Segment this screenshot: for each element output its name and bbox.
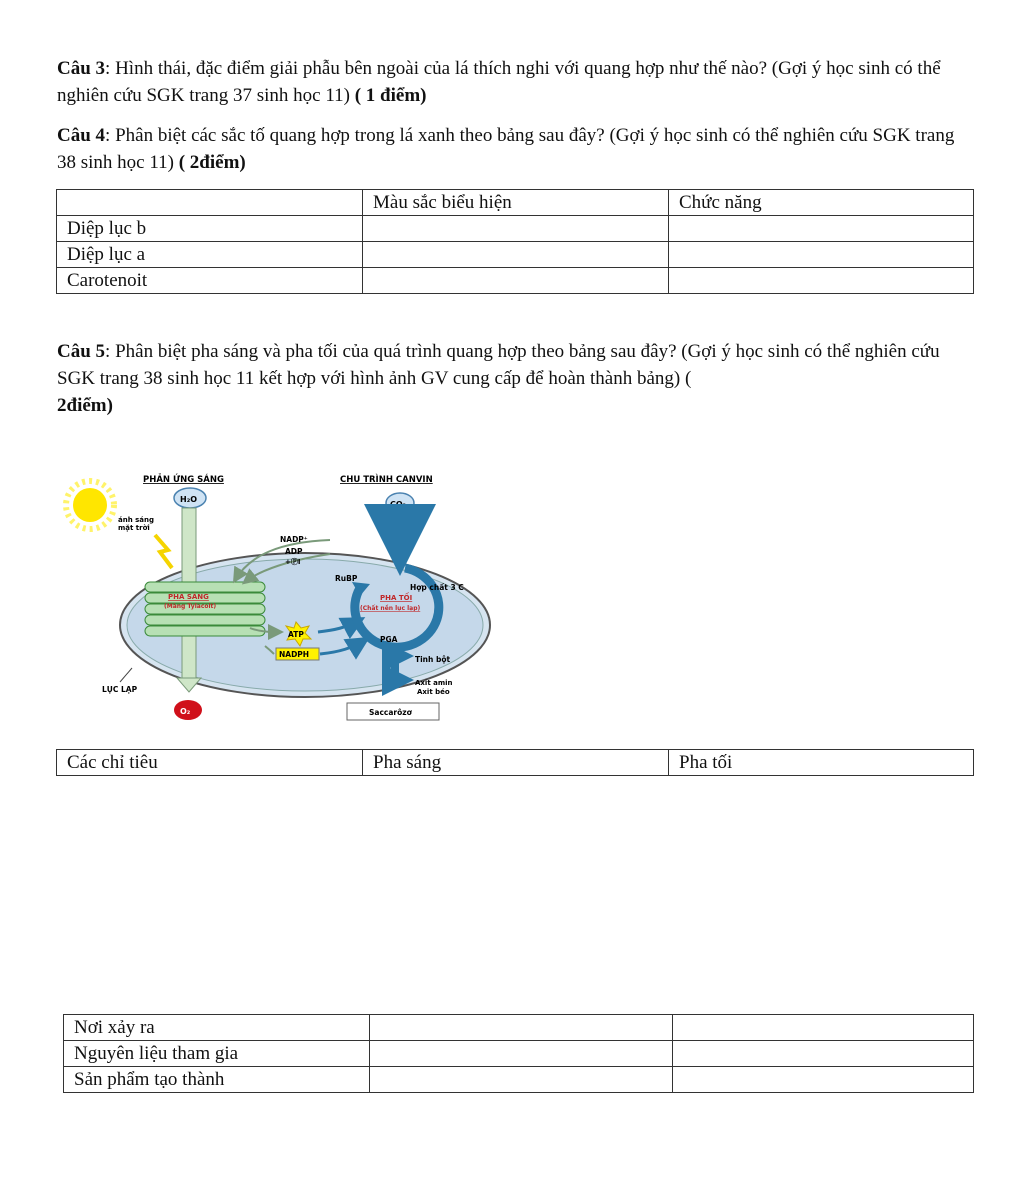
table-header-cell: Màu sắc biểu hiện xyxy=(363,190,669,216)
table-row xyxy=(57,242,974,268)
answer-cell[interactable] xyxy=(669,268,974,294)
answer-cell[interactable] xyxy=(370,1015,673,1041)
pga-label: PGA xyxy=(380,635,398,644)
question-4-label: Câu 4 xyxy=(57,125,106,146)
table-header-row xyxy=(57,750,974,776)
light-phase-sublabel: (Màng Tylacoit) xyxy=(164,603,217,610)
dark-phase-sublabel: (Chất nền lục lạp) xyxy=(360,605,421,612)
nadp-label: NADP⁺ xyxy=(280,535,308,544)
light-reaction-title: PHẢN ỨNG SÁNG xyxy=(143,475,224,485)
photosynthesis-diagram xyxy=(60,470,500,728)
answer-cell[interactable] xyxy=(673,1067,974,1093)
table-header-cell: Chức năng xyxy=(669,190,974,216)
answer-cell[interactable] xyxy=(363,268,669,294)
answer-cell[interactable] xyxy=(669,216,974,242)
pi-label: +ⓅI xyxy=(285,558,301,566)
co2-label: CO₂ xyxy=(390,500,407,509)
question-4 xyxy=(57,122,957,176)
table-header-cell: Pha sáng xyxy=(363,750,669,776)
dark-phase-label: PHA TỐI xyxy=(380,594,413,602)
answer-cell[interactable] xyxy=(363,216,669,242)
nadph-label: NADPH xyxy=(279,650,310,659)
table-row xyxy=(64,1067,974,1093)
adp-label: ADP xyxy=(285,547,303,556)
phase-comparison-rows-table xyxy=(63,1014,974,1093)
row-label: Nơi xảy ra xyxy=(64,1015,370,1041)
answer-cell[interactable] xyxy=(370,1041,673,1067)
light-phase-label: PHA SÁNG xyxy=(168,593,209,601)
table-row xyxy=(57,216,974,242)
row-label: Diệp lục b xyxy=(57,216,363,242)
question-5-points: 2điểm) xyxy=(57,395,113,416)
row-label: Nguyên liệu tham gia xyxy=(64,1041,370,1067)
row-label: Sản phẩm tạo thành xyxy=(64,1067,370,1093)
question-3 xyxy=(57,55,957,109)
table-header-cell: Các chỉ tiêu xyxy=(57,750,363,776)
question-4-points: ( 2điểm) xyxy=(178,152,246,173)
table-header-row xyxy=(57,190,974,216)
light-bolt-icon xyxy=(155,535,172,568)
answer-cell[interactable] xyxy=(370,1067,673,1093)
table-row xyxy=(57,268,974,294)
amino-acid-label: Axit amin xyxy=(415,679,453,687)
c3-label: Hợp chất 3 C xyxy=(410,583,464,592)
phase-comparison-header-table xyxy=(56,749,974,776)
answer-cell[interactable] xyxy=(669,242,974,268)
table-row xyxy=(64,1041,974,1067)
row-label: Diệp lục a xyxy=(57,242,363,268)
answer-cell[interactable] xyxy=(673,1015,974,1041)
table-header-cell xyxy=(57,190,363,216)
sunlight-label-2: mặt trời xyxy=(118,524,150,532)
sun-icon xyxy=(66,481,114,529)
question-3-label: Câu 3 xyxy=(57,58,106,79)
table-header-cell: Pha tối xyxy=(669,750,974,776)
question-4-text: : Phân biệt các sắc tố quang hợp trong lá xanh theo bảng sau đây? (Gợi ý học sinh có thể nghiên cứu SGK trang 38 sinh học 11) xyxy=(57,125,955,173)
answer-cell[interactable] xyxy=(673,1041,974,1067)
answer-cell[interactable] xyxy=(363,242,669,268)
o2-label: O₂ xyxy=(180,707,191,716)
starch-label: Tinh bột xyxy=(415,655,451,664)
water-flow-arrowhead xyxy=(177,678,201,692)
h2o-label: H₂O xyxy=(180,495,197,504)
question-3-text: : Hình thái, đặc điểm giải phẫu bên ngoài của lá thích nghi với quang hợp như thế nào? (Gợi ý học sinh có thể nghiên cứu SGK trang 37 sinh học 11) xyxy=(57,58,941,106)
calvin-cycle-title: CHU TRÌNH CANVIN xyxy=(340,475,433,485)
chloroplast-label: LỤC LẠP xyxy=(102,685,138,694)
rubp-label: RuBP xyxy=(335,574,358,583)
fatty-acid-label: Axit béo xyxy=(417,688,450,696)
question-5 xyxy=(57,338,957,419)
table-row xyxy=(64,1015,974,1041)
sucrose-label: Saccarôzơ xyxy=(369,708,412,717)
question-5-text: : Phân biệt pha sáng và pha tối của quá trình quang hợp theo bảng sau đây? (Gợi ý học sinh có thể nghiên cứu SGK trang 38 sinh học 11 kết hợp với hình ảnh GV cung cấp để hoàn thành bảng) ( xyxy=(57,341,940,389)
atp-label: ATP xyxy=(288,630,304,639)
question-5-label: Câu 5 xyxy=(57,341,106,362)
pigment-table xyxy=(56,189,974,294)
row-label: Carotenoit xyxy=(57,268,363,294)
sunlight-label-1: ánh sáng xyxy=(118,516,155,524)
question-3-points: ( 1 điểm) xyxy=(354,85,427,106)
